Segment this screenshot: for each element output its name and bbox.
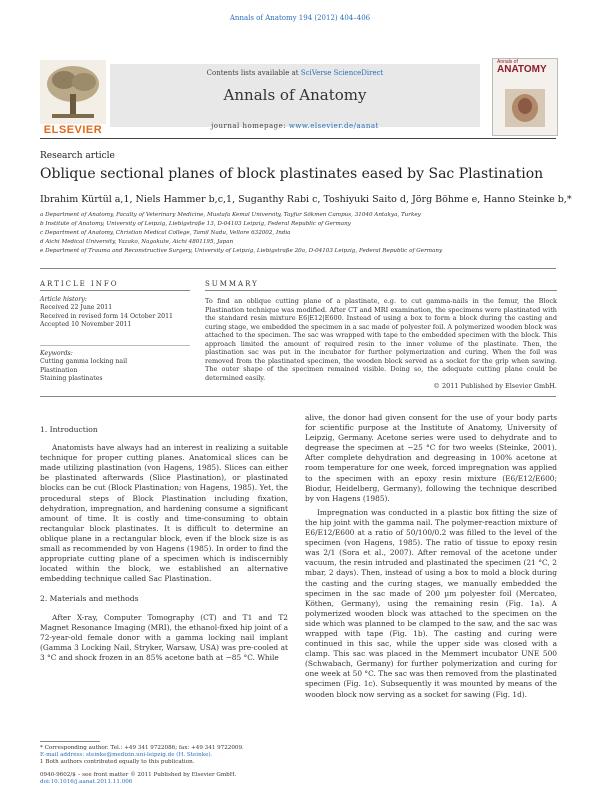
paragraph: After X-ray, Computer Tomography (CT) and T1 and T2 Magnet Resonance Imaging (MRI), the ethanol-fixed hip joint of a 72-year-old female donor with a gamma locking nail implant (Gamma 3 Locking Nail, Stryker, Warsaw, USA) was pre-cooled at 3 °C and shock frozen in an 85% acetone bath at −85 °C. While <box>40 612 288 662</box>
footnote-equal: 1 Both authors contributed equally to this publication. <box>40 759 195 766</box>
journal-reference[interactable]: Annals of Anatomy 194 (2012) 404–406 <box>229 14 371 22</box>
keyword: Cutting gamma locking nail <box>40 358 128 366</box>
affiliation: d Aichi Medical University, Yazako, Nagakute, Aichi 4801195, Japan <box>40 239 234 245</box>
footnote-corresponding: * Corresponding author. Tel.: +49 341 9722086; fax: +49 341 9722009. <box>40 745 244 751</box>
cover-image-icon <box>505 89 545 127</box>
keywords <box>40 350 127 384</box>
doi-link[interactable]: doi:10.1016/j.aanat.2011.11.006 <box>40 779 133 786</box>
footnote-rule <box>40 741 100 742</box>
summary-rule <box>205 290 557 291</box>
article-info-heading: ARTICLE INFO <box>40 280 119 288</box>
paragraph: Impregnation was conducted in a plastic box fitting the size of the hip joint with the gamma nail. The polymer-reaction mixture of E6/E12/E600 at a ratio of 50/100/0.2 was filled to the level of the specimen (von Hagens, 1985). The ratio of tissue to epoxy resin was 2/1 (Sora et al., 2007). After removal of the acetone under vacuum, the resin intruded and plastinated the specimen (21 °C, 2 mbar, 2 days). Then, instead of using a box to mold a block during the casting and the curing stages, we manually embedded the specimen in the sac made of 200 µm polyester foil (Mercateo, Köthen, Germany), using the remaining resin (Fig. 1a). A polymerized wooden block was attached to the specimen on the side which was planned to be clamped to the saw, and the sac was wrapped with tape (Fig. 1b). The casting and curing were continued in this sac, while the upper side was closed with a clamp. This sac was placed in the Memmert incubator UNE 500 (Schwabach, Germany) for further polymerization and curing for one week at 50 °C. The sac was then removed from the plastinated specimen (Fig. 1c). Subsequently it was mounted by means of the wooden block now serving as a socket for sawing (Fig. 1d). <box>305 507 557 699</box>
sciencedirect-link[interactable]: SciVerse ScienceDirect <box>300 69 384 77</box>
paragraph: alive, the donor had given consent for the use of your body parts for scientific purpose at the Institute of Anatomy, University of Leipzig, Germany. Acetone series were used to dehydrate and to degrease the specimen at −25 °C for two weeks (Steinke, 2001). After complete dehydration and degreasing in 100% acetone at room temperature for one week, forced impregnation was applied to the specimen with an epoxy resin mixture (E6/E12/E600; Biodur, Heidelberg, Germany), following the technique described by von Hagens (1985). <box>305 413 557 503</box>
article-title: Oblique sectional planes of block plastinates eased by Sac Plastination <box>40 166 544 182</box>
homepage-link[interactable]: www.elsevier.de/aanat <box>288 122 379 130</box>
journal-title: Annals of Anatomy <box>223 86 367 104</box>
author-list: Ibrahim Kürtül a,1, Niels Hammer b,c,1, Suganthy Rabi c, Toshiyuki Saito d, Jörg Böhme e, Hanno Steinke b,* <box>40 194 572 205</box>
summary-heading: SUMMARY <box>205 280 259 288</box>
body-rule <box>40 396 556 397</box>
contents-line <box>110 69 480 77</box>
footnote-email[interactable]: E-mail address: steinke@medizin.uni-leipzig.de (H. Steinke). <box>40 752 213 759</box>
paragraph: Anatomists have always had an interest in realizing a suitable technique for proper cutting planes. Anatomical slices can be made utilizing plastination (von Hagens, 1985). Slices can either be plastinated afterwards (Slice Plastination), or plastinated blocks can be cut (Block Plastination; von Hagens, 1985). Yet, the procedural steps of Block Plastination including fixation, dehydration, impregnation, and hardening consume a significant amount of time. It is costly and time-consuming to obtain rectangular block plastinates. It is difficult to determine an oblique plane in a rectangular block, even if the block size is as small as recommended by von Hagens (1985). In order to find the appropriate cutting plane of a specimen which is indiscernibly located within the block, we established an alternative embedding technique called Sac Plastination. <box>40 443 288 584</box>
abstract-text: To find an oblique cutting plane of a plastinate, e.g. to cut gamma-nails in the femur, the Block Plastination technique was modified. After CT and MRI examination, the specimens were plastinated with the standard resin mixture E6|E12|E600. Instead of using a box to form a block during the casting and curing stage, we embedded the specimen in a sac made of polyester foil. A polymerized wooden block was attached to the specimen. The sac was wrapped with tape to the embedded specimen with the block. This approach limited the amount of required resin to the inner volume of the plastinate. Then, the plastination sac was put in the incubator for further polymerization and curing. When the foil was removed from the plastinated specimen, the wooden block served as a socket for the grip when sawing. The outer shape of the specimen remained visible. Doing so, the adequate cutting plane could be determined easily. <box>205 297 557 382</box>
affiliation: a Department of Anatomy, Faculty of Veterinary Medicine, Mustafa Kemal University, Tayfur Sökmen Campus, 31040 Antakya, Turkey <box>40 212 421 218</box>
cover-title: ANATOMY <box>497 64 547 75</box>
front-matter <box>40 772 236 786</box>
elsevier-wordmark: ELSEVIER <box>43 124 103 136</box>
elsevier-tree-logo-icon <box>40 60 106 124</box>
section-heading: 2. Materials and methods <box>40 594 139 604</box>
info-rule <box>40 290 190 291</box>
keyword: Plastination <box>40 366 78 374</box>
affiliation: e Department of Trauma and Reconstructive Surgery, University of Leipzig, Liebigstraße 20a, D-04103 Leipzig, Federal Republic of Germany <box>40 248 443 254</box>
journal-cover-icon <box>492 58 558 136</box>
affiliation: c Department of Anatomy, Christian Medical College, Tamil Nadu, Vellore 632002, India <box>40 230 291 236</box>
contents-prefix: Contents lists available at <box>206 69 301 77</box>
history-label: Article history: <box>40 296 87 303</box>
homepage-prefix: journal homepage: <box>211 122 289 130</box>
right-column <box>305 413 557 700</box>
front-matter-line: 0940-9602/$ – see front matter © 2011 Published by Elsevier GmbH. <box>40 772 237 778</box>
journal-homepage <box>110 122 480 130</box>
section-rule <box>40 268 556 269</box>
cover-subtitle: Annals of <box>497 59 518 65</box>
affiliation: b Institute of Anatomy, University of Leipzig, Liebigstraße 13, D-04103 Leipzig, Federal Republic of Germany <box>40 221 351 227</box>
header-rule <box>40 138 556 139</box>
keyword: Staining plastinates <box>40 375 103 383</box>
left-column <box>40 425 288 663</box>
history-accepted: Accepted 10 November 2011 <box>40 321 132 329</box>
history-revised: Received in revised form 14 October 2011 <box>40 312 173 320</box>
article-type: Research article <box>40 151 115 161</box>
copyright: © 2011 Published by Elsevier GmbH. <box>433 382 557 390</box>
keywords-label: Keywords: <box>40 350 73 357</box>
footnotes <box>40 745 244 767</box>
section-heading: 1. Introduction <box>40 425 98 434</box>
info-divider <box>40 345 190 346</box>
history-received: Received 22 June 2011 <box>40 304 113 312</box>
article-history <box>40 296 173 330</box>
